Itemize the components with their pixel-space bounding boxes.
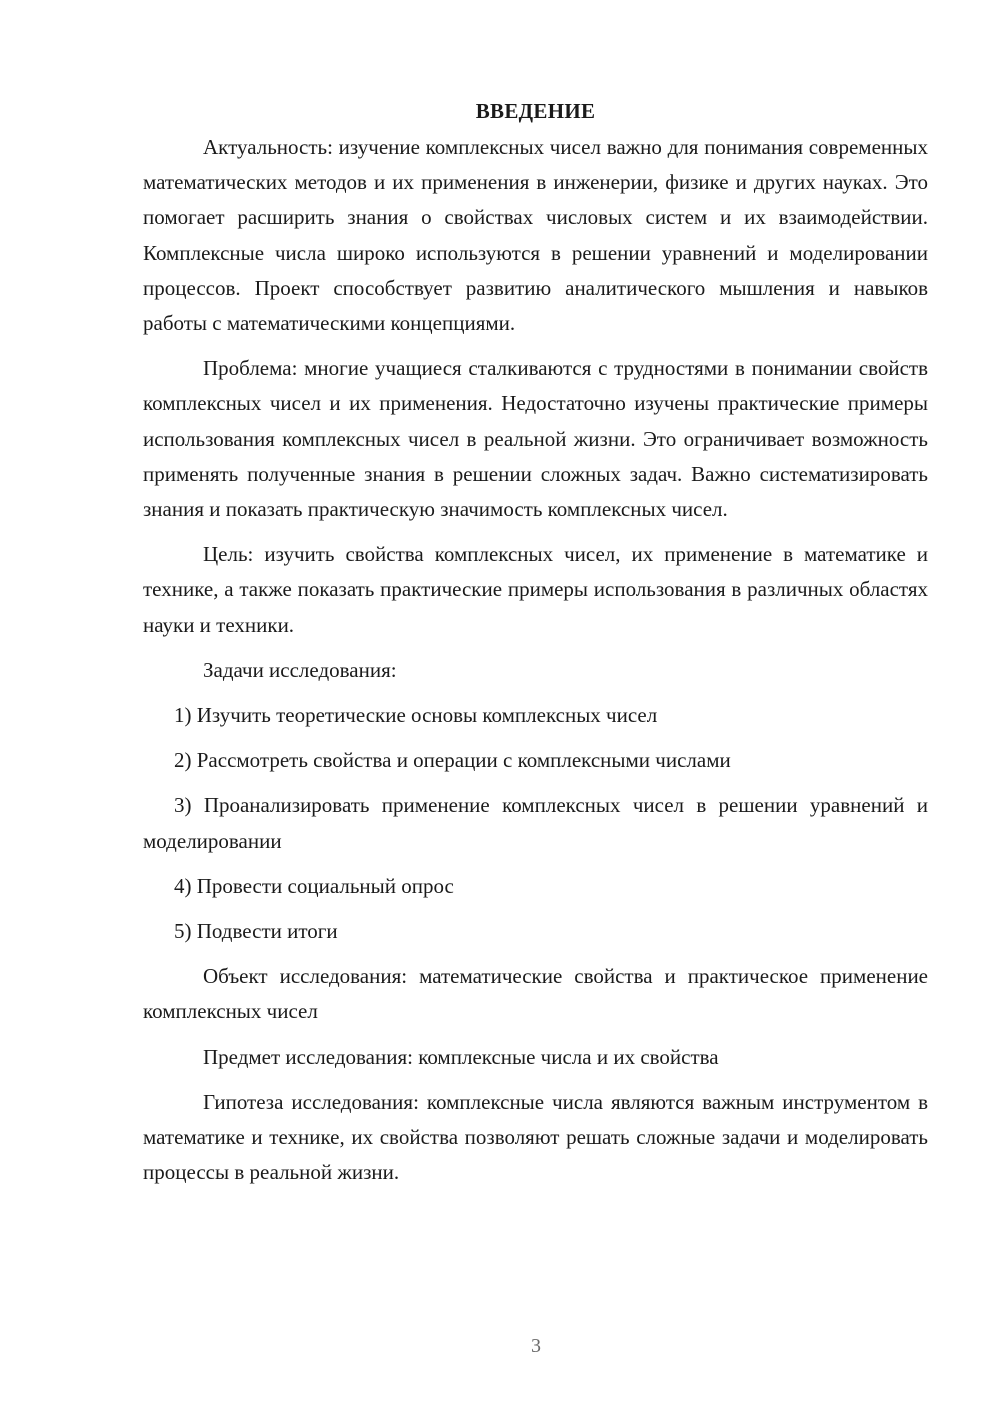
page-title: ВВЕДЕНИЕ (475, 99, 596, 123)
paragraph-problem: Проблема: многие учащиеся сталкиваются с трудностями в понимании свойств комплексных чисел и их применения. Недостаточно изучены практические примеры использования комплексных чисел в реальной жизни. Это ограничивает возможность применять полученные знания в решении сложных задач. Важно систематизировать знания и показать практическую значимость комплексных чисел. (143, 356, 928, 522)
paragraph-hypothesis: Гипотеза исследования: комплексные числа являются важным инструментом в математике и технике, их свойства позволяют решать сложные задачи и моделировать процессы в реальной жизни. (143, 1089, 928, 1185)
paragraph-object: Объект исследования: математические свойства и практическое применение комплексных чисел (143, 964, 928, 1024)
task-item-3: 3) Проанализировать применение комплексных чисел в решении уравнений и моделировании (143, 793, 928, 853)
paragraph-tasks-heading: Задачи исследования: (203, 657, 397, 682)
page-content (143, 96, 928, 1200)
task-item-5: 5) Подвести итоги (174, 919, 338, 944)
task-item-2: 2) Рассмотреть свойства и операции с комплексными числами (174, 748, 731, 773)
page-number: 3 (531, 1335, 541, 1357)
task-item-4: 4) Провести социальный опрос (174, 873, 454, 898)
paragraph-subject: Предмет исследования: комплексные числа и их свойства (203, 1044, 719, 1069)
paragraph-goal: Цель: изучить свойства комплексных чисел, их применение в математике и технике, а также показать практические примеры использования в различных областях науки и техники. (143, 542, 928, 637)
paragraph-relevance: Актуальность: изучение комплексных чисел важно для понимания современных математических методов и их применения в инженерии, физике и других науках. Это помогает расширить знания о свойствах числовых систем и их взаимодействии. Комплексные числа широко используются в решении уравнений и моделировании процессов. Проект способствует развитию аналитического мышления и навыков работы с математическими концепциями. (143, 135, 928, 336)
task-item-1: 1) Изучить теоретические основы комплексных чисел (174, 703, 658, 728)
